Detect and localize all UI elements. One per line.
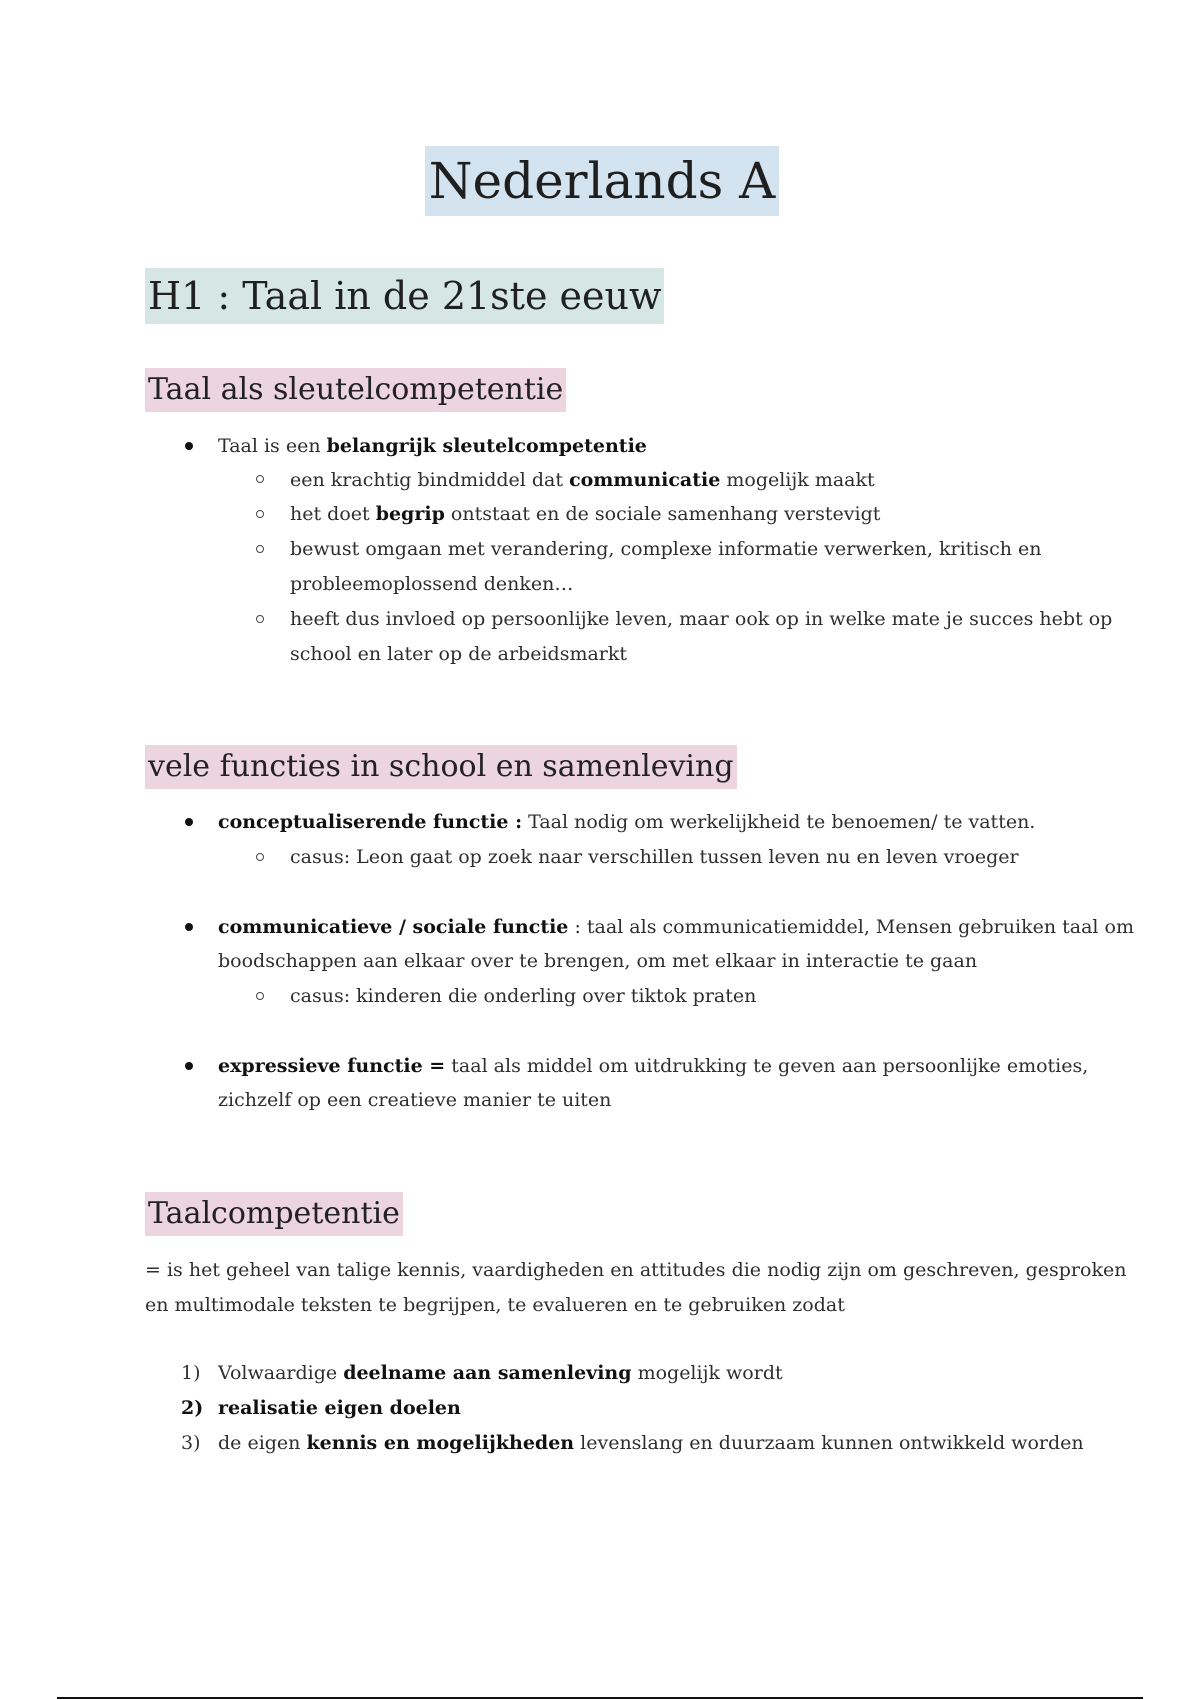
list-item: expressieve functie = taal als middel om uitdrukking te geven aan persoonlijke emoties, [218,1055,1089,1077]
page-bottom-rule [57,1697,1143,1699]
sub-bullet-icon [256,545,264,553]
bullet-icon [185,1062,193,1070]
sub-bullet-icon [256,853,264,861]
sub-bullet-icon [256,510,264,518]
list-item: heeft dus invloed op persoonlijke leven, maar ook op in welke mate je succes hebt op [290,608,1113,630]
definition-line: en multimodale teksten te begrijpen, te evalueren en te gebruiken zodat [145,1294,845,1316]
list-item: casus: kinderen die onderling over tiktok praten [290,985,757,1007]
list-number: 1) [181,1362,201,1384]
sub-bullet-icon [256,475,264,483]
list-item-continuation: probleemoplossend denken… [290,573,574,595]
section-heading-taalcompetentie: Taalcompetentie [145,1192,403,1236]
bullet-icon [185,923,193,931]
section-heading-functies: vele functies in school en samenleving [145,745,737,789]
list-item-continuation: school en later op de arbeidsmarkt [290,643,628,665]
list-item: bewust omgaan met verandering, complexe informatie verwerken, kritisch en [290,538,1042,560]
chapter-heading: H1 : Taal in de 21ste eeuw [145,268,664,324]
sub-bullet-icon [256,992,264,1000]
section-heading-sleutelcompetentie: Taal als sleutelcompetentie [145,368,566,412]
numbered-item: de eigen kennis en mogelijkheden levenslang en duurzaam kunnen ontwikkeld worden [218,1432,1084,1454]
list-item-continuation: zichzelf op een creatieve manier te uiten [218,1089,612,1111]
list-item: conceptualiserende functie : Taal nodig om werkelijkheid te benoemen/ te vatten. [218,811,1036,833]
numbered-item: realisatie eigen doelen [218,1397,461,1419]
title-wrap [0,146,1200,216]
list-number: 2) [181,1397,204,1419]
list-number: 3) [181,1432,201,1454]
bullet-icon [185,442,193,450]
numbered-item: Volwaardige deelname aan samenleving mogelijk wordt [218,1362,783,1384]
sub-bullet-icon [256,615,264,623]
list-item-continuation: boodschappen aan elkaar over te brengen, om met elkaar in interactie te gaan [218,950,978,972]
list-item: communicatieve / sociale functie : taal als communicatiemiddel, Mensen gebruiken taal om [218,916,1134,938]
list-item: het doet begrip ontstaat en de sociale samenhang verstevigt [290,503,881,525]
list-item: casus: Leon gaat op zoek naar verschillen tussen leven nu en leven vroeger [290,846,1019,868]
document-title: Nederlands A [425,146,780,216]
bullet-icon [185,818,193,826]
definition-line: = is het geheel van talige kennis, vaardigheden en attitudes die nodig zijn om geschreven, gesproken [145,1259,1127,1281]
list-item: een krachtig bindmiddel dat communicatie mogelijk maakt [290,469,875,491]
list-item: Taal is een belangrijk sleutelcompetentie [218,435,647,457]
